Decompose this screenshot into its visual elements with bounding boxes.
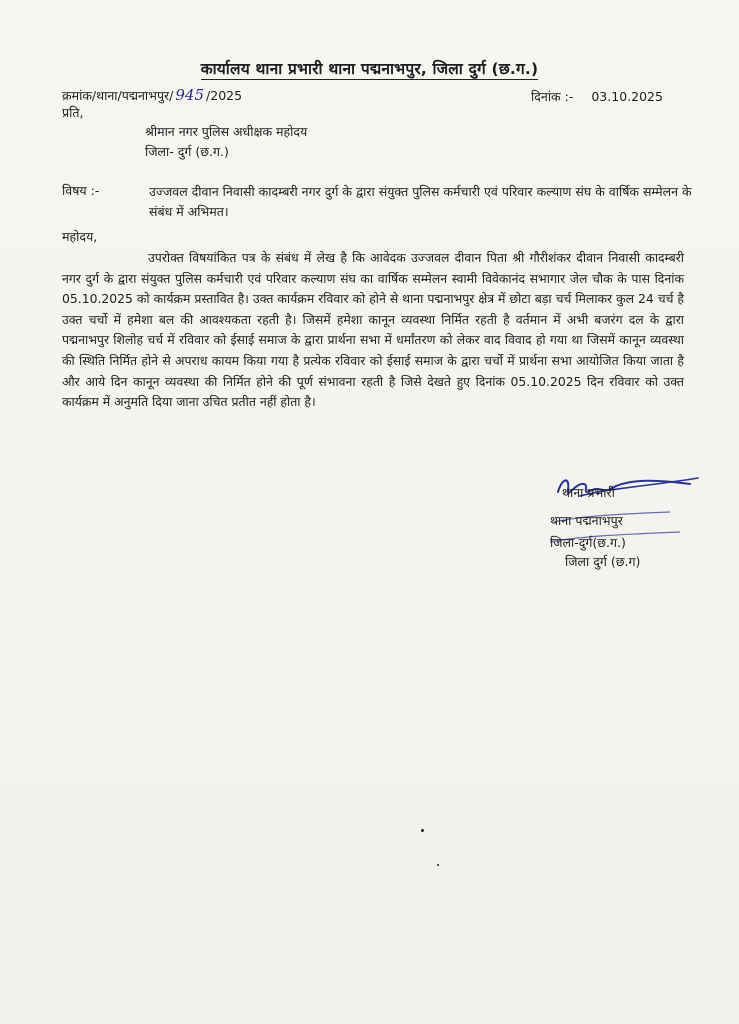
subject-label: विषय :- bbox=[62, 183, 100, 198]
scan-speck bbox=[421, 829, 424, 832]
reference-number: क्रमांक/थाना/पद्मनाभपुर/ 945 /2025 bbox=[62, 86, 243, 104]
letter-body: उपरोक्त विषयांकित पत्र के संबंध में लेख है कि आवेदक उज्जवल दीवान पिता श्री गौरीशंकर दीवान निवासी कादम्बरी नगर दुर्ग के द्वारा संयुक्त पुलिस कर्मचारी एवं परिवार कल्याण संघ का वार्षिक सम्मेलन स्वामी विवेकानंद सभागार जेल चौक के पास दिनांक 05.10.2025 को कार्यक्रम प्रस्तावित है। उक्त कार्यक्रम रविवार को होने से थाना पद्मनाभपुर क्षेत्र में छोटा बड़ा चर्च मिलाकर कुल 24 चर्च है उक्त चर्चो में हमेशा बल की आवश्यकता रहती है। जिसमें हमेशा कानून व्यवस्था निर्मित रहती है वर्तमान में अभी बजरंग दल के द्वारा पद्मनाभपुर शिलोह चर्च में रविवार को ईसाई समाज के द्वारा प्रार्थना सभा में धर्मांतरण को लेकर वाद विवाद हो गया था जिसमें कानून व्यवस्था की स्थिति निर्मित होने से अपराध कायम किया गया है प्रत्येक रविवार को ईसाई समाज के द्वारा चर्चो में प्रार्थना सभा आयोजित किया जाता है और आये दिन कानून व्यवस्था की निर्मित होने की पूर्ण संभावना रहती है जिसे देखते हुए दिनांक 05.10.2025 दिन रविवार को उक्त कार्यक्रम में अनुमति दिया जाना उचित प्रतीत नहीं होता है। bbox=[62, 250, 684, 410]
recipient-line-1: श्रीमान नगर पुलिस अधीक्षक महोदय bbox=[145, 124, 308, 139]
recipient-line-2: जिला- दुर्ग (छ.ग.) bbox=[145, 144, 229, 159]
signature-line-2: थाना पद्मनाभपुर bbox=[550, 513, 623, 528]
letterhead-title: कार्यालय थाना प्रभारी थाना पद्मनाभपुर, जिला दुर्ग (छ.ग.) bbox=[200, 60, 539, 78]
to-label: प्रति, bbox=[62, 105, 84, 120]
signature-line-4: जिला दुर्ग (छ.ग) bbox=[565, 554, 641, 569]
recipient-address bbox=[145, 122, 307, 162]
scan-speck bbox=[437, 864, 439, 866]
subject-text: उज्जवल दीवान निवासी कादम्बरी नगर दुर्ग के द्वारा संयुक्त पुलिस कर्मचारी एवं परिवार कल्याण संघ के वार्षिक सम्मेलन के संबंध में अभिमत। bbox=[149, 184, 692, 219]
signature-line-3: जिला-दुर्ग(छ.ग.) bbox=[550, 535, 626, 550]
handwritten-number: 945 bbox=[175, 86, 205, 104]
letter-date: दिनांक :- 03.10.2025 bbox=[531, 89, 663, 104]
signature-block bbox=[540, 478, 710, 578]
salutation: महोदय, bbox=[62, 229, 98, 244]
signature-line-1: थाना प्रभारी bbox=[562, 485, 615, 500]
